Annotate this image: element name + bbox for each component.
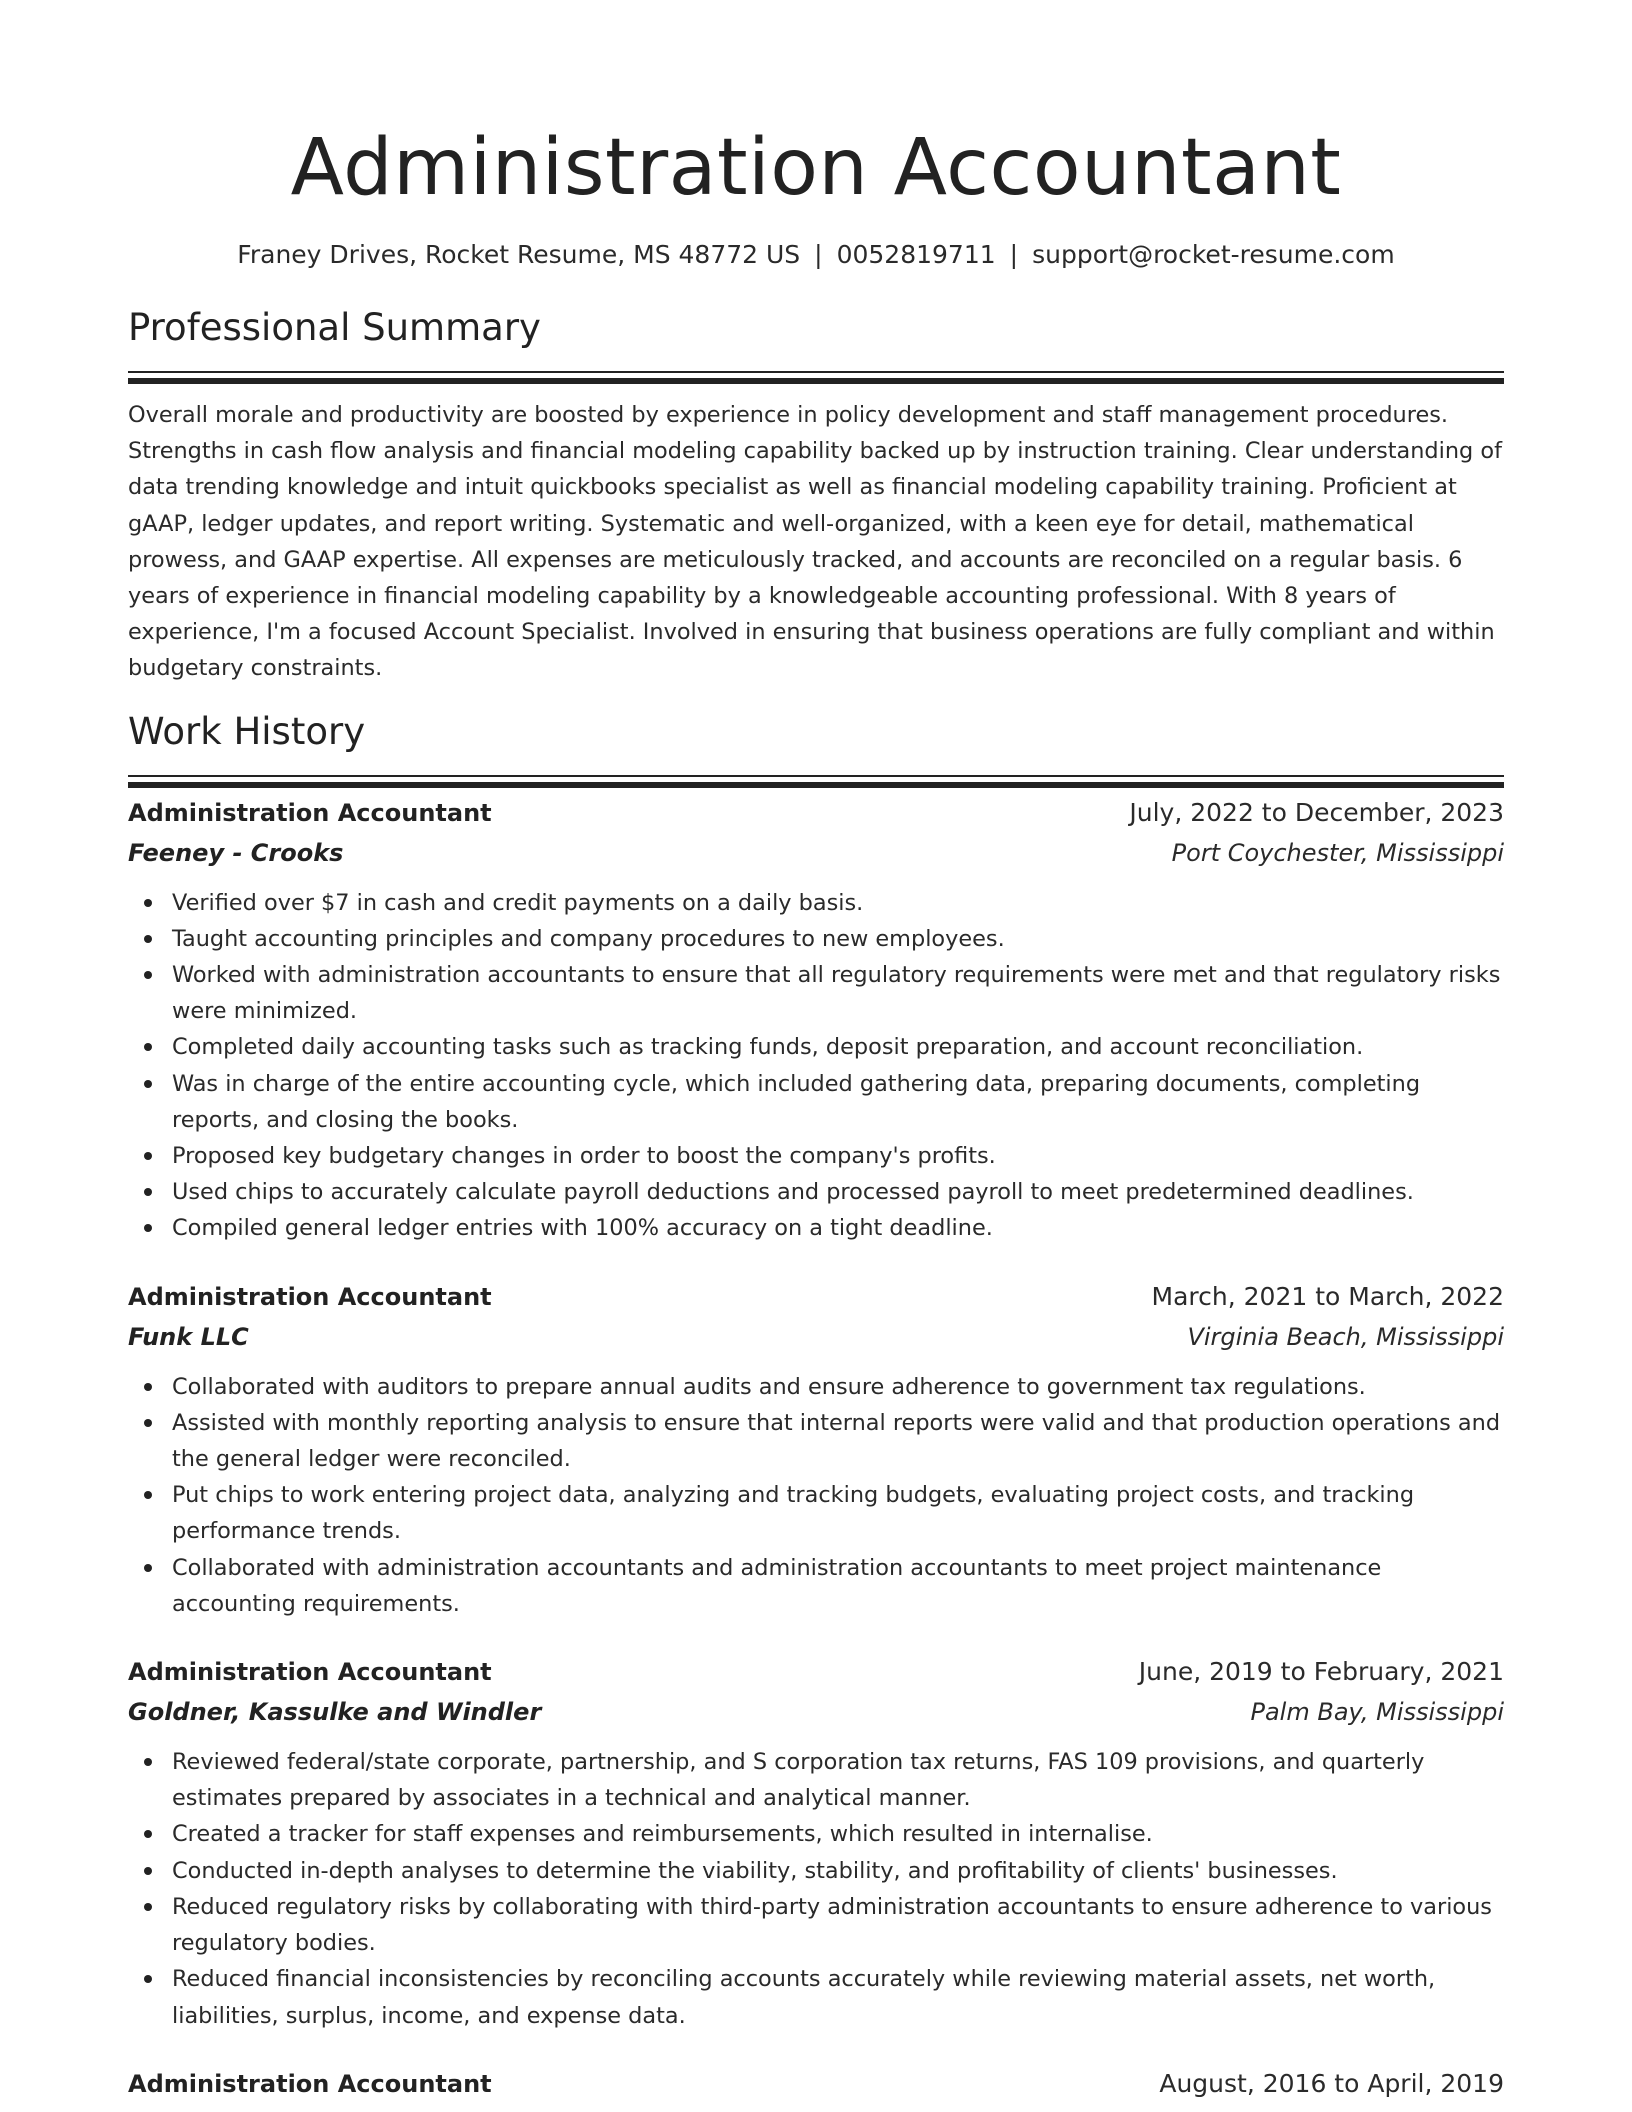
job-company: Funk LLC: [128, 1322, 249, 1351]
job-bullet: Assisted with monthly reporting analysis to ensure that internal reports were valid and that production operations and the general ledger were reconciled.: [172, 1405, 1504, 1477]
job-bullet: Verified over $7 in cash and credit payments on a daily basis.: [172, 885, 1504, 921]
job-bullet: Completed daily accounting tasks such as tracking funds, deposit preparation, and account reconciliation.: [172, 1029, 1504, 1065]
job-bullet: Worked with administration accountants to ensure that all regulatory requirements were met and that regulatory risks were minimized.: [172, 957, 1504, 1029]
contact-separator: |: [1009, 240, 1019, 269]
job-entry: [128, 2064, 1504, 2104]
resume-title: Administration Accountant: [290, 123, 1342, 213]
job-bullet: Taught accounting principles and company procedures to new employees.: [172, 921, 1504, 957]
job-bullet: Was in charge of the entire accounting cycle, which included gathering data, preparing documents, completing reports, and closing the books.: [172, 1066, 1504, 1138]
job-bullets: [128, 885, 1504, 1247]
contact-email: support@rocket-resume.com: [1032, 240, 1395, 269]
section-divider: [128, 775, 1504, 777]
job-subheader-row: [128, 1692, 1504, 1732]
job-subheader-row: [128, 1317, 1504, 1357]
job-location: Port Coychester, Mississippi: [1171, 838, 1504, 867]
job-bullet: Collaborated with administration accountants and administration accountants to meet project maintenance accounting requirements.: [172, 1550, 1504, 1622]
job-bullet: Used chips to accurately calculate payroll deductions and processed payroll to meet predetermined deadlines.: [172, 1174, 1504, 1210]
job-bullet: Compiled general ledger entries with 100% accuracy on a tight deadline.: [172, 1210, 1504, 1246]
job-dates: March, 2021 to March, 2022: [1151, 1281, 1504, 1311]
section-heading-work-history: Work History: [128, 709, 366, 753]
job-company: Feeney - Crooks: [128, 838, 344, 867]
job-location: Palm Bay, Mississippi: [1250, 1698, 1504, 1727]
job-title: Administration Accountant: [128, 1658, 492, 1687]
job-subheader-row: [128, 833, 1504, 873]
job-bullet: Put chips to work entering project data, analyzing and tracking budgets, evaluating project costs, and tracking performance trends.: [172, 1477, 1504, 1549]
job-bullet: Conducted in-depth analyses to determine the viability, stability, and profitability of clients' businesses.: [172, 1853, 1504, 1889]
job-location: Virginia Beach, Mississippi: [1187, 1322, 1504, 1351]
work-history-list: [128, 793, 1504, 2104]
job-header-row: [128, 1277, 1504, 1317]
job-title: Administration Accountant: [128, 2069, 492, 2098]
job-header-row: [128, 2064, 1504, 2104]
contact-phone: 0052819711: [836, 240, 996, 269]
job-company: Goldner, Kassulke and Windler: [128, 1698, 542, 1727]
job-title: Administration Accountant: [128, 1282, 492, 1311]
job-entry: [128, 793, 1504, 1247]
section-divider: [128, 371, 1504, 373]
job-header-row: [128, 793, 1504, 833]
contact-separator: |: [814, 240, 823, 269]
contact-line: [128, 238, 1504, 272]
job-dates: June, 2019 to February, 2021: [1138, 1657, 1504, 1687]
job-bullet: Reviewed federal/state corporate, partnership, and S corporation tax returns, FAS 109 provisions, and quarterly estimates prepared by associates in a technical and analytical manner.: [172, 1744, 1504, 1816]
job-bullets: [128, 1369, 1504, 1622]
contact-address: Franey Drives, Rocket Resume, MS 48772 US: [237, 240, 801, 269]
job-title: Administration Accountant: [128, 798, 492, 827]
resume-page: [128, 0, 1504, 2104]
job-bullets: [128, 1744, 1504, 2034]
job-dates: July, 2022 to December, 2023: [1129, 797, 1504, 827]
job-bullet: Collaborated with auditors to prepare annual audits and ensure adherence to government tax regulations.: [172, 1369, 1504, 1405]
job-bullet: Proposed key budgetary changes in order to boost the company's profits.: [172, 1138, 1504, 1174]
section-heading-summary: Professional Summary: [128, 306, 541, 349]
job-header-row: [128, 1652, 1504, 1692]
job-bullet: Created a tracker for staff expenses and reimbursements, which resulted in internalise.: [172, 1816, 1504, 1852]
job-bullet: Reduced regulatory risks by collaborating with third-party administration accountants to ensure adherence to various regulatory bodies.: [172, 1889, 1504, 1961]
job-entry: [128, 1652, 1504, 2034]
job-entry: [128, 1277, 1504, 1622]
job-dates: August, 2016 to April, 2019: [1159, 2068, 1504, 2098]
job-bullet: Reduced financial inconsistencies by reconciling accounts accurately while reviewing material assets, net worth, liabilities, surplus, income, and expense data.: [172, 1961, 1504, 2033]
summary-text: Overall morale and productivity are boosted by experience in policy development and staff management procedures. Strengths in cash flow analysis and financial modeling capability backed up by instruction training. Clear understanding of data trending knowledge and intuit quickbooks specialist as well as financial modeling capability training. Proficient at gAAP, ledger updates, and report writing. Systematic and well-organized, with a keen eye for detail, mathematical prowess, and GAAP expertise. All expenses are meticulously tracked, and accounts are reconciled on a regular basis. 6 years of experience in financial modeling capability by a knowledgeable accounting professional. With 8 years of experience, I'm a focused Account Specialist. Involved in ensuring that business operations are fully compliant and within budgetary constraints.: [128, 402, 1502, 682]
